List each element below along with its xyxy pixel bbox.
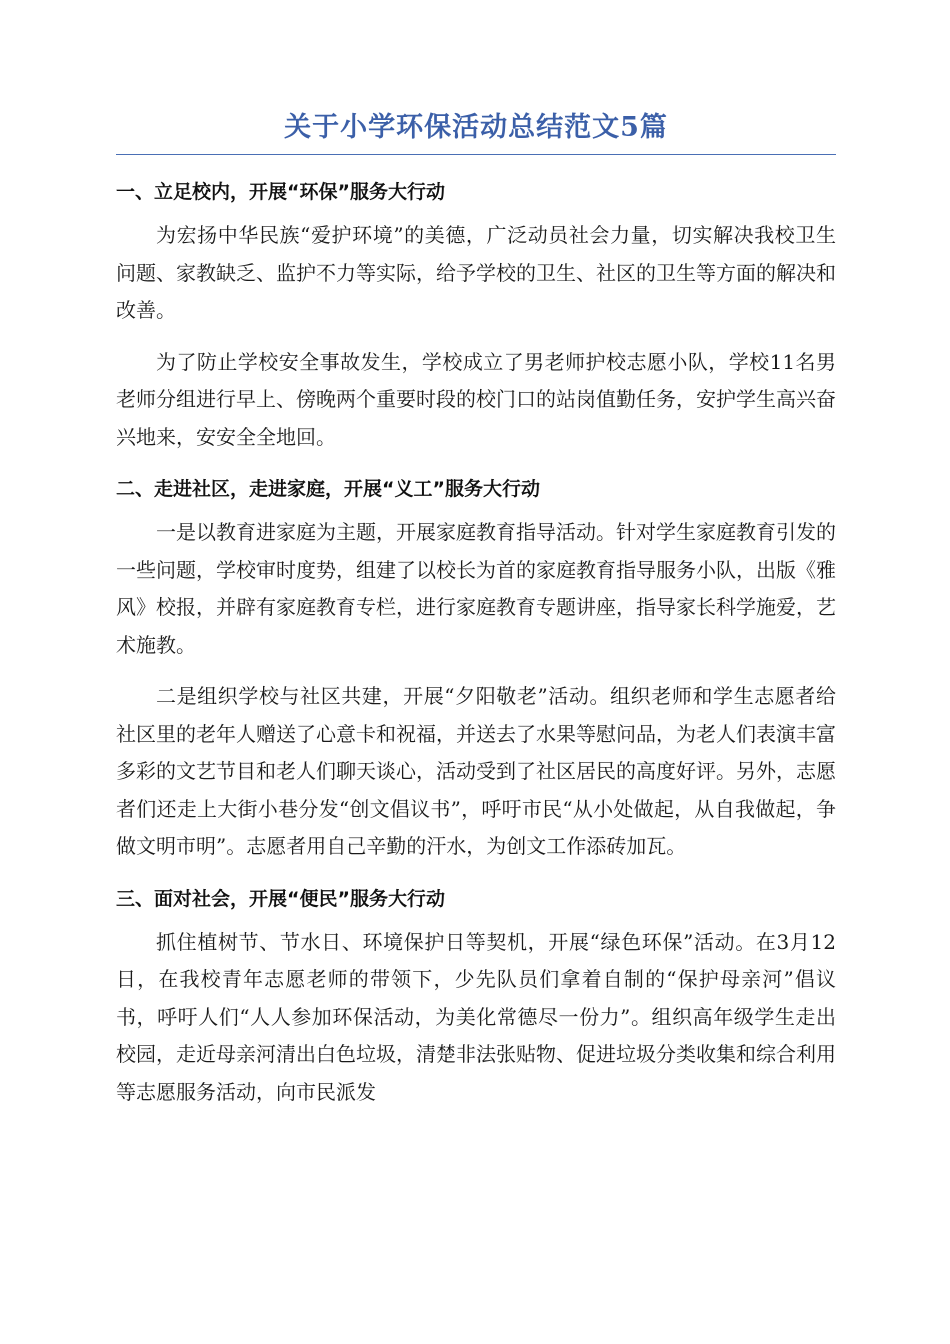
section-3 — [116, 880, 836, 1112]
document-page — [116, 108, 836, 1125]
paragraph: 一是以教育进家庭为主题，开展家庭教育指导活动。针对学生家庭教育引发的一些问题，学校审时度势，组建了以校长为首的家庭教育指导服务小队，出版《雅风》校报，并辟有家庭教育专栏，进行家庭教育专题讲座，指导家长科学施爱，艺术施教。 — [116, 520, 836, 657]
section-heading: 一、立足校内，开展“环保”服务大行动 — [116, 181, 445, 203]
title-underline — [116, 154, 836, 155]
section-heading: 二、走进社区，走进家庭，开展“义工”服务大行动 — [116, 478, 540, 500]
paragraph: 为宏扬中华民族“爱护环境”的美德，广泛动员社会力量，切实解决我校卫生问题、家教缺乏、监护不力等实际，给予学校的卫生、社区的卫生等方面的解决和改善。 — [116, 223, 836, 322]
section-2 — [116, 470, 836, 866]
paragraph: 二是组织学校与社区共建，开展“夕阳敬老”活动。组织老师和学生志愿者给社区里的老年人赠送了心意卡和祝福，并送去了水果等慰问品，为老人们表演丰富多彩的文艺节目和老人们聊天谈心，活动受到了社区居民的高度好评。另外，志愿者们还走上大街小巷分发“创文倡议书”，呼吁市民“从小处做起，从自我做起，争做文明市明”。志愿者用自己辛勤的汗水，为创文工作添砖加瓦。 — [116, 684, 836, 858]
paragraph: 抓住植树节、节水日、环境保护日等契机，开展“绿色环保”活动。在3月12日，在我校青年志愿老师的带领下，少先队员们拿着自制的“保护母亲河”倡议书，呼吁人们“人人参加环保活动，为美化常德尽一份力”。组织高年级学生走出校园，走近母亲河清出白色垃圾，清楚非法张贴物、促进垃圾分类收集和综合利用等志愿服务活动，向市民派发 — [116, 929, 836, 1104]
document-title: 关于小学环保活动总结范文5篇 — [284, 112, 668, 143]
section-heading: 三、面对社会，开展“便民”服务大行动 — [116, 887, 445, 910]
paragraph: 为了防止学校安全事故发生，学校成立了男老师护校志愿小队，学校11名男老师分组进行早上、傍晚两个重要时段的校门口的站岗值勤任务，安护学生高兴奋兴地来，安安全全地回。 — [116, 349, 836, 449]
section-1 — [116, 173, 836, 456]
